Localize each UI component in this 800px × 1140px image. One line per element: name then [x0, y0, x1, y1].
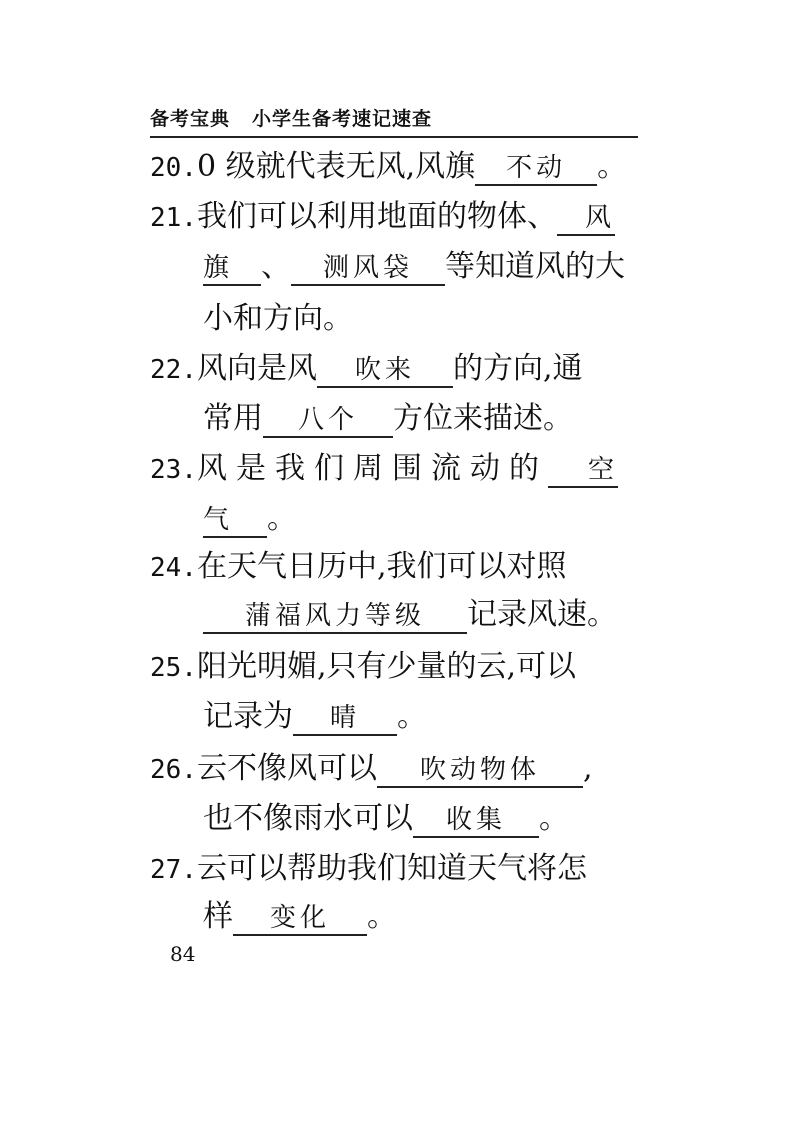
question-27-continued	[203, 900, 397, 936]
question-24	[150, 550, 567, 585]
question-text: 记录为	[203, 699, 293, 734]
question-text: 常用	[203, 401, 263, 436]
question-number: 25.	[150, 653, 197, 683]
answer-blank: 不动	[475, 152, 597, 186]
question-text: 的方向,通	[452, 351, 583, 386]
answer-blank: 气	[203, 504, 267, 538]
question-22-continued	[203, 402, 573, 438]
question-text: 云不像风可以	[196, 751, 377, 786]
answer-blank: 空	[548, 454, 618, 488]
question-text: 风是我们周围流动的	[196, 451, 548, 486]
header-book-title: 备考宝典	[150, 108, 231, 130]
question-text: 0 级就代表无风,风旗	[196, 149, 476, 184]
running-header	[150, 104, 432, 131]
question-26	[150, 752, 593, 788]
page-number: 84	[170, 942, 196, 966]
answer-blank: 变化	[233, 902, 367, 936]
question-text: 、	[261, 249, 291, 284]
answer-blank: 晴	[293, 702, 397, 736]
question-number: 26.	[150, 755, 197, 785]
answer-blank: 吹来	[317, 354, 453, 388]
question-text: 。	[539, 801, 569, 836]
question-text: 小和方向。	[203, 301, 353, 336]
question-text: 阳光明媚,只有少量的云,可以	[196, 649, 577, 684]
question-number: 21.	[150, 203, 197, 233]
answer-blank: 风	[557, 202, 615, 236]
answer-blank: 旗	[203, 252, 261, 286]
question-21-continued	[203, 250, 625, 286]
answer-blank: 收集	[413, 804, 539, 838]
question-21-continued	[203, 302, 353, 336]
question-number: 23.	[150, 455, 197, 485]
question-26-continued	[203, 802, 569, 838]
question-22	[150, 352, 583, 388]
question-text: 记录风速。	[467, 597, 617, 632]
question-25-continued	[203, 700, 427, 736]
question-number: 20.	[150, 153, 197, 183]
question-20	[150, 150, 627, 186]
answer-blank: 测风袋	[291, 252, 445, 286]
question-number: 24.	[150, 553, 197, 583]
question-text: 也不像雨水可以	[203, 801, 413, 836]
question-text: 样	[203, 899, 233, 934]
question-23-continued	[203, 502, 297, 538]
question-text: 方位来描述。	[393, 401, 573, 436]
question-text: 。	[397, 699, 427, 734]
answer-blank: 吹动物体	[377, 754, 583, 788]
question-number: 27.	[150, 855, 197, 885]
question-text: 等知道风的大	[445, 249, 625, 284]
question-23	[150, 452, 618, 488]
question-text: 风向是风	[196, 351, 317, 386]
question-text: ,	[582, 751, 593, 786]
answer-blank: 八个	[263, 404, 393, 438]
answer-blank: 蒲福风力等级	[203, 600, 467, 634]
question-21	[150, 200, 615, 236]
question-text: 在天气日历中,我们可以对照	[196, 549, 567, 584]
question-text: 。	[367, 899, 397, 934]
question-27	[150, 852, 587, 887]
header-series-title: 小学生备考速记速查	[252, 108, 433, 130]
question-text: 云可以帮助我们知道天气将怎	[196, 851, 587, 886]
question-number: 22.	[150, 355, 197, 385]
question-25	[150, 650, 576, 685]
header-rule	[150, 136, 638, 138]
question-text: 。	[597, 149, 628, 184]
question-24-continued	[203, 598, 617, 634]
question-text: 。	[267, 501, 297, 536]
question-text: 我们可以利用地面的物体、	[196, 199, 557, 234]
